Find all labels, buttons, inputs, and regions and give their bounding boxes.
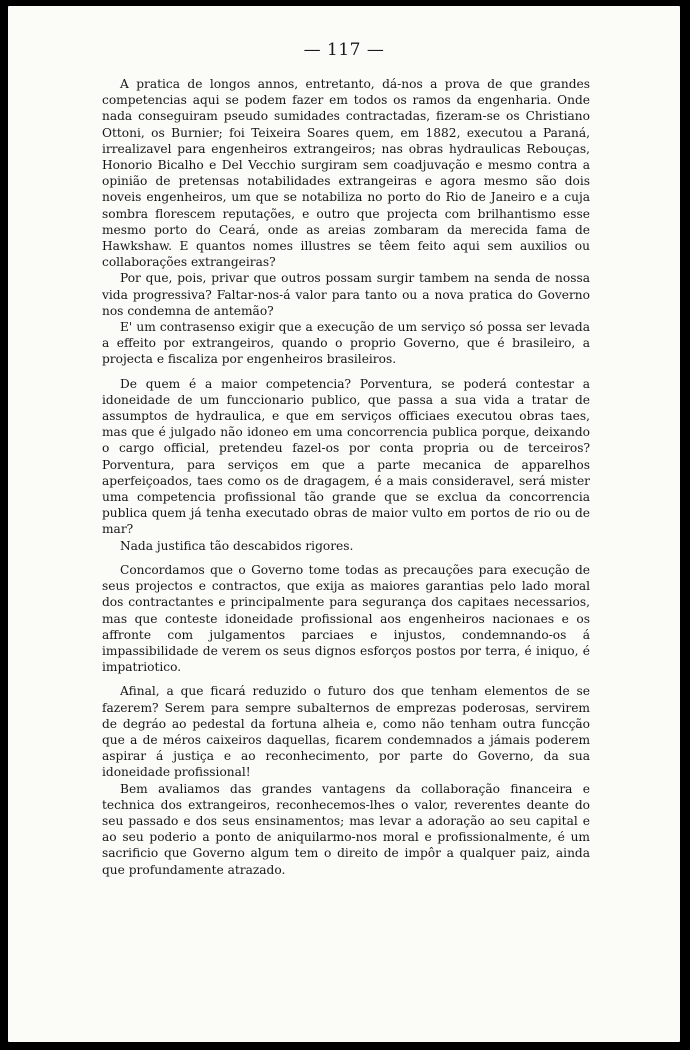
paragraph-2: Por que, pois, privar que outros possam surgir tambem na senda de nossa vida progressiva? Faltar-nos-á valor para tanto ou a nova pratica do Governo nos condemna de antemão? — [102, 271, 590, 318]
paragraph-1: A pratica de longos annos, entretanto, dá-nos a prova de que grandes competencias aqui se podem fazer em todos os ramos da engenharia. Onde nada conseguiram pseudo sumidades contractadas, fizeram-se os Christiano Ottoni, os Burnier; foi Teixeira Soares quem, em 1882, executou a Paraná, irrealizavel para engenheiros extrangeiros; nas obras hydraulicas Rebouças, Honorio Bicalho e Del Vecchio surgiram sem coadjuvação e mesmo contra a opinião de pretensas notabilidades extrangeiras e agora mesmo são dois noveis engenheiros, um que se notabiliza no porto do Rio de Janeiro e a cuja sombra florescem reputações, e outro que projecta com brilhantismo esse mesmo porto do Ceará, onde as areias zombaram da merecida fama de Hawkshaw. E quantos nomes illustres se têem feito aqui sem auxilios ou collaborações extrangeiras? — [102, 77, 590, 270]
paragraph-8: Bem avaliamos das grandes vantagens da collaboração financeira e technica dos extrangeiros, reconhecemos-lhes o valor, reverentes deante do seu passado e dos seus ensinamentos; mas levar a adoração ao seu capital e ao seu poderio a ponto de aniquilarmo-nos moral e profissionalmente, é um sacrificio que Governo algum tem o direito de impôr a qualquer paiz, ainda que profundamente atrazado. — [102, 781, 590, 877]
paragraph-6: Concordamos que o Governo tome todas as precauções para execução de seus projectos e contractos, que exija as maiores garantias pelo lado moral dos contractantes e principalmente para segurança dos capitaes necessarios, mas que conteste idoneidade profissional aos engenheiros nacionaes e os affronte com julgamentos parciaes e injustos, condemnando-os á impassibilidade de verem os seus dignos esforços postos por terra, é iniquo, é impatriotico. — [102, 562, 590, 675]
paragraph-5: Nada justifica tão descabidos rigores. — [120, 538, 354, 553]
paragraph-4: De quem é a maior competencia? Porventura, se poderá contestar a idoneidade de um funccionario publico, que passa a sua vida a tratar de assumptos de hydraulica, e que em serviços officiaes executou obras taes, mas que é julgado não idoneo em uma concorrencia publica porque, deixando o cargo official, pretendeu fazel-os por conta propria ou de terceiros? Porventura, para serviços em que a parte mecanica de apparelhos aperfeiçoados, taes como os de dragagem, é a mais consideravel, será mister uma competencia profissional tão grande que se exclua da concorrencia publica quem já tenha executado obras de maior vulto em portos de rio ou de mar? — [102, 376, 590, 537]
paragraph-3: E' um contrasenso exigir que a execução de um serviço só possa ser levada a effeito por extrangeiros, quando o proprio Governo, que é brasileiro, a projecta e fiscaliza por engenheiros brasileiros. — [102, 320, 590, 367]
body-text — [102, 76, 590, 878]
paragraph-7: Afinal, a que ficará reduzido o futuro dos que tenham elementos de se fazerem? Serem para sempre subalternos de emprezas poderosas, servirem de degráo ao pedestal da fortuna alheia e, como não tenham outra funcção que a de méros caixeiros daquellas, ficarem condemnados a jámais poderem aspirar á justiça e ao reconhecimento, por parte do Governo, da sua idoneidade profissional! — [102, 684, 590, 780]
document-page — [8, 6, 680, 1042]
page-number: — 117 — — [303, 40, 385, 60]
